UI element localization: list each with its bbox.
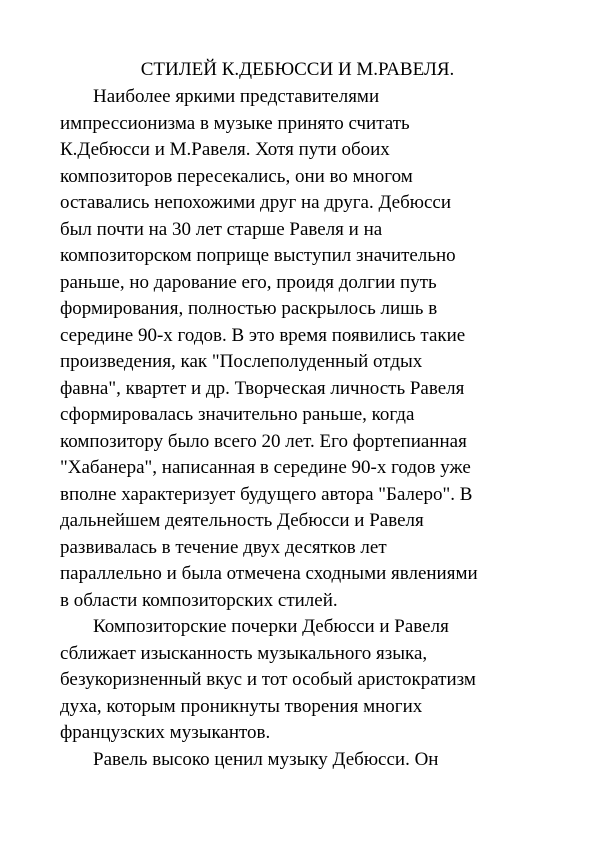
paragraph-2-line-3: безукоризненный вкус и тот особый аристократизм — [60, 669, 476, 690]
paragraph-1-line-9: формирования, полностью раскрылось лишь в — [60, 298, 438, 319]
paragraph-1-line-2: импрессионизма в музыке принято считать — [60, 112, 410, 134]
paragraph-1-line-13: сформировалась значительно раньше, когда — [60, 404, 415, 425]
paragraph-1-line-3: К.Дебюсси и М.Равеля. Хотя пути обоих — [60, 139, 390, 160]
paragraph-1-line-6: был почти на 30 лет старше Равеля и на — [60, 218, 383, 240]
paragraph-1-line-11: произведения, как "Послеполуденный отдых — [60, 351, 423, 372]
paragraph-1-line-8: раньше, но дарование его, проидя долгии путь — [60, 271, 437, 293]
paragraph-1-line-4: композиторов пересекались, они во многом — [60, 165, 413, 187]
paragraph-1-line-1: Наиболее яркими представителями — [93, 86, 380, 107]
paragraph-1-line-15: "Хабанера", написанная в середине 90-х годов уже — [60, 457, 471, 478]
document-body — [60, 84, 540, 773]
paragraph-2-line-4: духа, которым проникнуты творения многих — [60, 695, 423, 717]
paragraph-1-line-12: фавна", квартет и др. Творческая личность Равеля — [60, 377, 465, 399]
paragraph-2-line-2: сближает изысканность музыкального языка, — [60, 642, 428, 664]
paragraph-3-line-1: Равель высоко ценил музыку Дебюсси. Он — [93, 748, 439, 770]
paragraph-1-line-14: композитору было всего 20 лет. Его фортепианная — [60, 430, 467, 452]
paragraph-1-line-17: дальнейшем деятельность Дебюсси и Равеля — [60, 510, 424, 531]
paragraph-1-line-10: середине 90-х годов. В это время появились такие — [60, 324, 466, 346]
page-title: СТИЛЕЙ К.ДЕБЮССИ И М.РАВЕЛЯ. — [140, 59, 455, 80]
paragraph-2-line-5: французских музыкантов. — [60, 722, 271, 743]
paragraph-1-line-20: в области композиторских стилей. — [60, 589, 338, 611]
paragraph-1-line-5: оставались непохожими друг на друга. Дебюсси — [60, 192, 452, 213]
paragraph-1-line-16: вполне характеризует будущего автора "Балеро". В — [60, 483, 473, 505]
paragraph-1-line-18: развивалась в течение двух десятков лет — [60, 536, 387, 558]
paragraph-1-line-19: параллельно и была отмечена сходными явлениями — [60, 563, 478, 584]
paragraph-1-line-7: композиторском поприще выступил значительно — [60, 245, 456, 266]
paragraph-2-line-1: Композиторские почерки Дебюсси и Равеля — [93, 616, 449, 637]
